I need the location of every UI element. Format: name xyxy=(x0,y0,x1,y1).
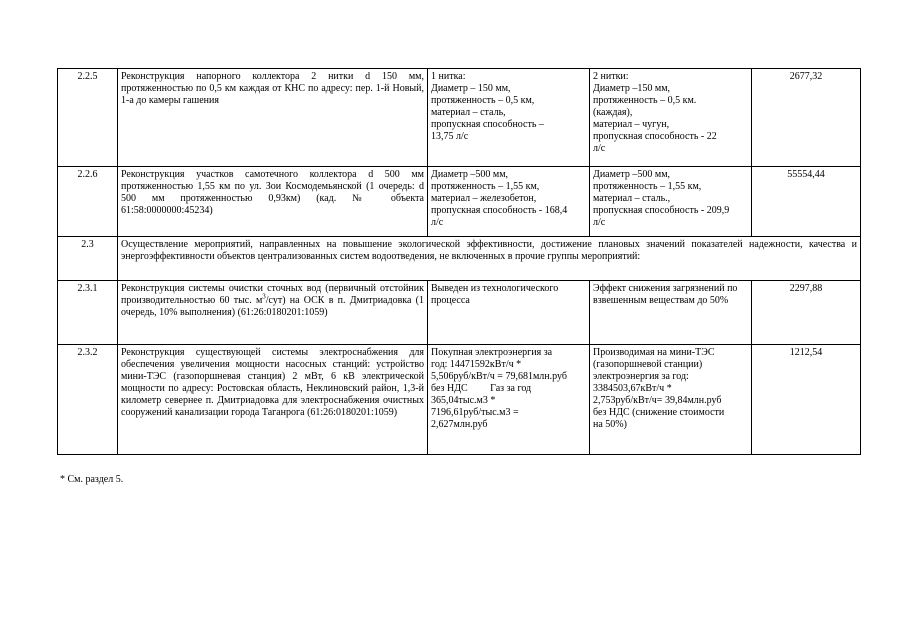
row-before-state: Диаметр –500 мм, протяженность – 1,55 км, материал – железобетон, пропускная способность - 168,4 л/с xyxy=(428,167,590,237)
row-number: 2.3.1 xyxy=(58,281,118,345)
measures-table xyxy=(57,68,861,455)
footnote: * См. раздел 5. xyxy=(60,474,124,485)
row-number: 2.2.6 xyxy=(58,167,118,237)
section-heading: Осуществление мероприятий, направленных на повышение экологической эффективности, достижение плановых значений показателей надежности, качества и энергоэффективности объектов централизованных систем водоотведения, не включенных в прочие группы мероприятий: xyxy=(118,237,861,281)
row-before-state: Покупная электроэнергия за год: 14471592кВт/ч * 5,506руб/кВт/ч = 79,681млн.руб без НДС Газ за год 365,04тыс.м3 * 7196,61руб/тыс.м3 = 2,627млн.руб xyxy=(428,345,590,455)
table-row-2-3-1 xyxy=(58,281,861,345)
row-before-state: 1 нитка: Диаметр – 150 мм, протяженность – 0,5 км, материал – сталь, пропускная способность – 13,75 л/с xyxy=(428,69,590,167)
row-after-state: 2 нитки: Диаметр –150 мм, протяженность – 0,5 км. (каждая), материал – чугун, пропускная способность - 22 л/с xyxy=(590,69,752,167)
row-cost: 2297,88 xyxy=(752,281,861,345)
row-description: Реконструкция существующей системы электроснабжения для обеспечения увеличения мощности насосных станций: устройство мини-ТЭС (газопоршневая станция) 2 мВт, 6 кВ электрической мощности по адресу: Ростовская область, Неклиновский район, 1,3-й километр севернее п. Дмитриадовка для электроснабжения очистных сооружений канализации города Таганрога (61:26:0180201:1059) xyxy=(118,345,428,455)
row-cost: 2677,32 xyxy=(752,69,861,167)
row-after-state: Диаметр –500 мм, протяженность – 1,55 км, материал – сталь., пропускная способность - 209,9 л/с xyxy=(590,167,752,237)
section-number: 2.3 xyxy=(58,237,118,281)
row-after-state: Эффект снижения загрязнений по взвешенным веществам до 50% xyxy=(590,281,752,345)
table-row-2-2-6 xyxy=(58,167,861,237)
row-cost: 1212,54 xyxy=(752,345,861,455)
table-row-2-3-2 xyxy=(58,345,861,455)
table-row-2-2-5 xyxy=(58,69,861,167)
row-number: 2.3.2 xyxy=(58,345,118,455)
row-before-state: Выведен из технологического процесса xyxy=(428,281,590,345)
table-section-row-2-3 xyxy=(58,237,861,281)
row-description: Реконструкция участков самотечного коллектора d 500 мм протяженностью 1,55 км по ул. Зои Космодемьянской (1 очередь: d 500 мм протяженностью 0,93км) (кад. № объекта 61:58:0000000:45234) xyxy=(118,167,428,237)
row-cost: 55554,44 xyxy=(752,167,861,237)
row-after-state: Производимая на мини-ТЭС (газопоршневой станции) электроэнергия за год: 3384503,67кВт/ч * 2,753руб/кВт/ч= 39,84млн.руб без НДС (снижение стоимости на 50%) xyxy=(590,345,752,455)
row-number: 2.2.5 xyxy=(58,69,118,167)
row-description: Реконструкция напорного коллектора 2 нитки d 150 мм, протяженностью по 0,5 км каждая от КНС по адресу: пер. 1-й Новый, 1-а до камеры гашения xyxy=(118,69,428,167)
row-description: Реконструкция системы очистки сточных вод (первичный отстойник производительностью 60 тыс. $м^3/сут$) на ОСК в п. Дмитриадовка (1 очередь, 10% выполнения) (61:26:0180201:1059) xyxy=(118,281,428,345)
